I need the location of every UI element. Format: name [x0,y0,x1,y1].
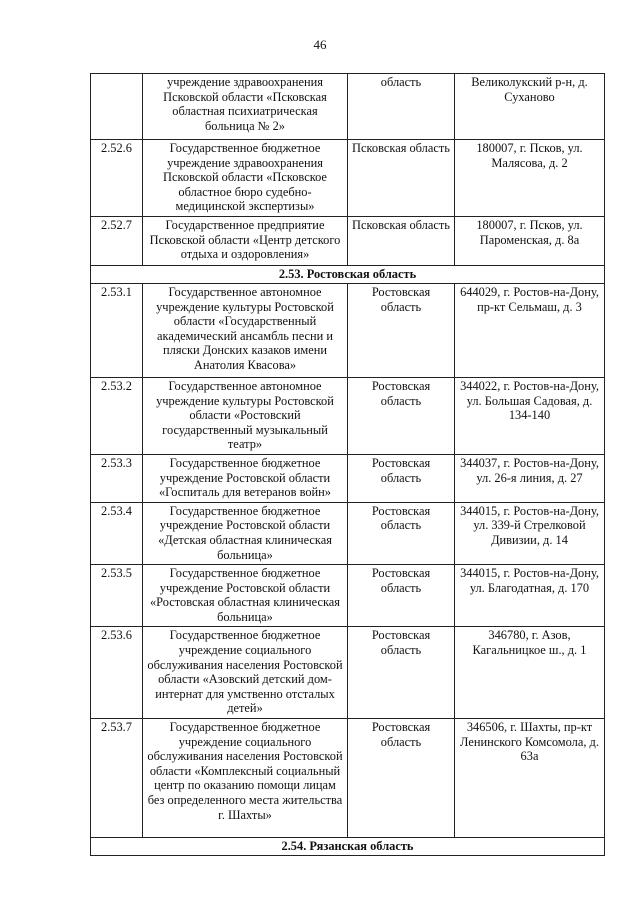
table-row [91,719,605,838]
organization-name: Государственное бюджетное учреждение здравоохранения Псковской области «Псковское областное бюро судебно-медицинской экспертизы» [143,140,348,217]
table-row [91,627,605,719]
organization-name: учреждение здравоохранения Псковской области «Псковская областная психиатрическая больница № 2» [143,74,348,140]
region: Ростовская область [348,377,455,454]
region: область [348,74,455,140]
region: Ростовская область [348,454,455,502]
address: 344015, г. Ростов-на-Дону, ул. 339-й Стрелковой Дивизии, д. 14 [455,502,605,564]
region: Ростовская область [348,283,455,377]
address: 180007, г. Псков, ул. Пароменская, д. 8а [455,216,605,265]
row-number: 2.53.6 [91,627,143,719]
organization-name: Государственное предприятие Псковской области «Центр детского отдыха и оздоровления» [143,216,348,265]
table-row [91,283,605,377]
table-row [91,454,605,502]
row-number: 2.53.4 [91,502,143,564]
organization-name: Государственное бюджетное учреждение Ростовской области «Госпиталь для ветеранов войн» [143,454,348,502]
address: 644029, г. Ростов-на-Дону, пр-кт Сельмаш, д. 3 [455,283,605,377]
organization-name: Государственное бюджетное учреждение Ростовской области «Ростовская областная клиническая больница» [143,565,348,627]
table-row [91,377,605,454]
address: 344037, г. Ростов-на-Дону, ул. 26-я линия, д. 27 [455,454,605,502]
page-number: 46 [313,37,327,52]
organizations-table [90,73,605,856]
section-title: 2.53. Ростовская область [91,265,605,283]
address: 344022, г. Ростов-на-Дону, ул. Большая Садовая, д. 134-140 [455,377,605,454]
row-number: 2.53.1 [91,283,143,377]
address: 344015, г. Ростов-на-Дону, ул. Благодатная, д. 170 [455,565,605,627]
organization-name: Государственное бюджетное учреждение Ростовской области «Детская областная клиническая больница» [143,502,348,564]
row-number: 2.53.7 [91,719,143,838]
table-row [91,140,605,217]
section-row [91,265,605,283]
region: Псковская область [348,140,455,217]
address: 346780, г. Азов, Кагальницкое ш., д. 1 [455,627,605,719]
region: Псковская область [348,216,455,265]
address: Великолукский р-н, д. Суханово [455,74,605,140]
row-number: 2.52.7 [91,216,143,265]
address: 180007, г. Псков, ул. Малясова, д. 2 [455,140,605,217]
region: Ростовская область [348,565,455,627]
region: Ростовская область [348,502,455,564]
organization-name: Государственное автономное учреждение культуры Ростовской области «Ростовский государственный музыкальный театр» [143,377,348,454]
section-title: 2.54. Рязанская область [91,838,605,856]
organization-name: Государственное бюджетное учреждение социального обслуживания населения Ростовской области «Комплексный социальный центр по оказанию помощи лицам без определенного места жительства г. Шахты» [143,719,348,838]
table-row [91,74,605,140]
row-number: 2.53.5 [91,565,143,627]
table-body [91,74,605,856]
row-number: 2.53.2 [91,377,143,454]
address: 346506, г. Шахты, пр-кт Ленинского Комсомола, д. 63а [455,719,605,838]
row-number: 2.53.3 [91,454,143,502]
section-row [91,838,605,856]
organization-name: Государственное бюджетное учреждение социального обслуживания населения Ростовской области «Азовский детский дом-интернат для умственно отсталых детей» [143,627,348,719]
row-number: 2.52.6 [91,140,143,217]
table-row [91,565,605,627]
region: Ростовская область [348,719,455,838]
table-row [91,502,605,564]
row-number [91,74,143,140]
organization-name: Государственное автономное учреждение культуры Ростовской области «Государственный академический ансамбль песни и пляски Донских казаков имени Анатолия Квасова» [143,283,348,377]
region: Ростовская область [348,627,455,719]
table-row [91,216,605,265]
